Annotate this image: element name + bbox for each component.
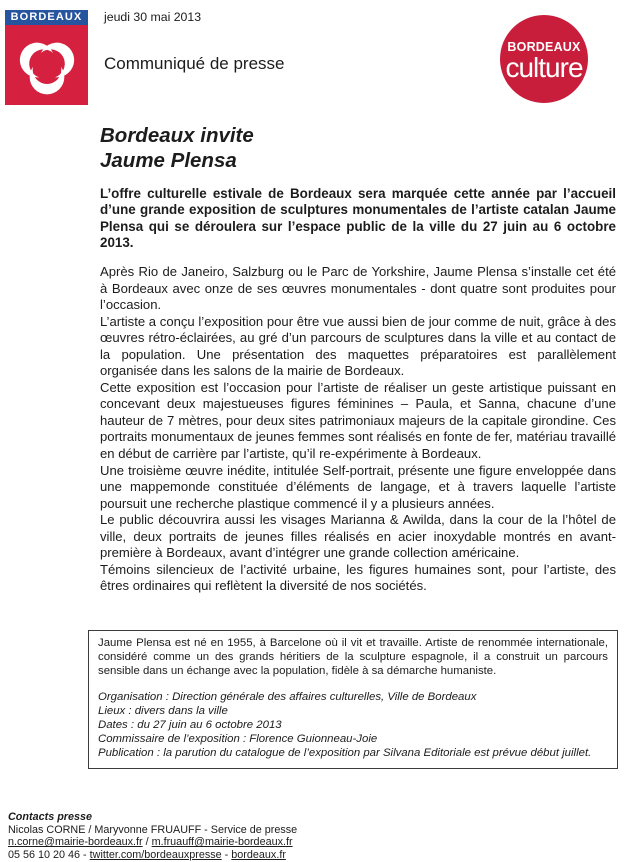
detail-organisation: Organisation : Direction générale des affaires culturelles, Ville de Bordeaux [98, 691, 477, 704]
lead-paragraph: L’offre culturelle estivale de Bordeaux sera marquée cette année par l’accueil d’une grande exposition de sculptures monumentales de l’artiste catalan Jaume Plensa qui se déroulera sur l’espace public de la ville du 27 juin au 6 octobre 2013. [100, 186, 616, 251]
page-title-line1: Bordeaux invite [100, 124, 254, 147]
page-title [100, 123, 616, 173]
culture-logo-culture-text: culture [505, 52, 583, 83]
culture-logo-bordeaux-text: BORDEAUX [507, 40, 581, 54]
bordeaux-logo-background [5, 25, 88, 105]
email-link-ncorne[interactable]: n.corne@mairie-bordeaux.fr [8, 836, 143, 848]
body-paragraph: Le public découvrira aussi les visages Marianna & Awilda, dans la cour de la l’hôtel de ville, deux portraits de jeunes filles réalisés en acier inoxydable montrés en avant-première à Bordeaux, avant d’intégrer une grande collection américaine. [100, 512, 616, 561]
detail-dates: Dates : du 27 juin au 6 octobre 2013 [98, 718, 282, 731]
bordeaux-logo-wordmark: BORDEAUX [5, 10, 88, 25]
document-type: Communiqué de presse [104, 54, 285, 73]
body-paragraph: Après Rio de Janeiro, Salzburg ou le Parc de Yorkshire, Jaume Plensa s’installe cet été à Bordeaux avec onze de ses œuvres monumentales - dont quatre sont produites pour l’occasion. [100, 264, 616, 313]
body-paragraph: L’artiste a conçu l’exposition pour être vue aussi bien de jour comme de nuit, grâce à des œuvres rétro-éclairées, au gré d’un parcours de sculptures dans la ville et au contact de la population. Une présentation des maquettes préparatoires est parallèlement organisée dans les salons de la mairie de Bordeaux. [100, 313, 616, 379]
separator-dash: - [80, 848, 90, 861]
press-contacts-phone-links [8, 849, 297, 862]
body-text [100, 264, 616, 595]
artist-bio: Jaume Plensa est né en 1955, à Barcelone où il vit et travaille. Artiste de renommée internationale, considéré comme un des grands héritiers de la sculpture espagnole, il a construit un parcours sensible dans un échange avec la population, fidèle à sa démarche humaniste. [98, 637, 608, 677]
detail-lieux: Lieux : divers dans la ville [98, 705, 228, 718]
phone-number: 05 56 10 20 46 [8, 848, 81, 861]
page-title-line2: Jaume Plensa [100, 149, 237, 172]
separator-dash: - [221, 848, 232, 861]
info-box-spacer [98, 678, 608, 691]
body-paragraph: Une troisième œuvre inédite, intitulée Self-portrait, présente une figure enveloppée dans une mappemonde constituée d’éléments de langage, et à travers laquelle l’artiste poursuit une recherche plastique commencé il y a plusieurs années. [100, 462, 616, 511]
email-link-mfruauff[interactable]: m.fruauff@mairie-bordeaux.fr [151, 836, 293, 848]
website-link[interactable]: bordeaux.fr [231, 848, 286, 861]
email-separator: / [142, 836, 152, 848]
twitter-link[interactable]: twitter.com/bordeauxpresse [89, 848, 222, 861]
press-contacts-names: Nicolas CORNE / Maryvonne FRUAUFF - Service de presse [8, 823, 298, 836]
bordeaux-culture-logo [494, 13, 626, 115]
body-paragraph: Cette exposition est l’occasion pour l’artiste de réaliser un geste artistique puissant en concevant deux majestueuses figures féminines – Paula, et Sanna, chacune d’une hauteur de 7 mètres, pour deux sites patrimoniaux majeurs de la capitale girondine. Ces portraits monumentaux de jeunes femmes sont réalisés en fonte de fer, matériau travaillé en début de carrière par l’artiste, qu’il re-expérimente à Bordeaux. [100, 379, 617, 462]
release-date: jeudi 30 mai 2013 [104, 10, 202, 24]
detail-commissaire: Commissaire de l’exposition : Florence Guionneau-Joie [98, 732, 378, 745]
press-contacts-emails [8, 836, 297, 849]
bordeaux-trefoil-icon [15, 32, 79, 98]
bordeaux-city-logo [5, 10, 88, 105]
detail-publication: Publication : la parution du catalogue de l’exposition par Silvana Editoriale est prévue début juillet. [98, 746, 592, 759]
body-paragraph: Témoins silencieux de l’activité urbaine, les figures humaines sont, pour l’artiste, des êtres ordinaires qui reflètent la diversité de nos sociétés. [100, 561, 616, 594]
press-contacts [8, 811, 297, 861]
press-contacts-heading: Contacts presse [8, 811, 93, 823]
info-box [88, 630, 618, 769]
